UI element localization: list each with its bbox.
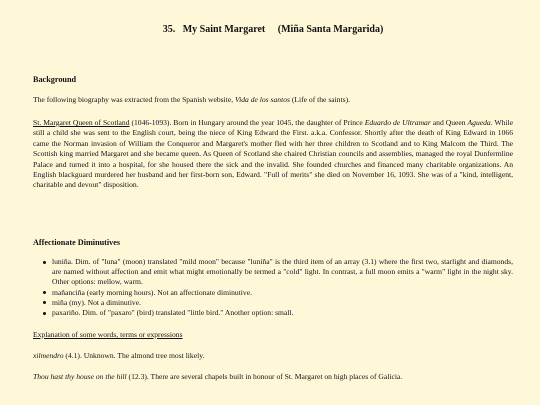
- explanation-term-2: [33, 372, 513, 382]
- term-definition: (12.3). There are several chapels built in honour of St. Margaret on high places of Galicia.: [126, 372, 403, 381]
- list-item: miña (my). Not a diminutive.: [52, 298, 513, 308]
- background-heading: Background: [33, 75, 77, 84]
- background-intro: [33, 95, 513, 105]
- diminutives-list: [33, 257, 513, 318]
- list-item: paxariño. Dim. of "paxaro" (bird) translated "little bird." Another option: small.: [52, 308, 513, 318]
- diminutives-heading: Affectionate Diminutives: [33, 238, 121, 247]
- biography-text-2: and Queen: [430, 118, 468, 127]
- term-word: xilmendro: [33, 351, 64, 360]
- explanation-term-1: [33, 351, 513, 361]
- queen-name: Agueda: [467, 118, 491, 127]
- explanation-heading: Explanation of some words, terms or expressions: [33, 330, 183, 339]
- website-name: Vida de los santos: [235, 95, 290, 104]
- term-word: Thou hast thy house on the hill: [33, 372, 127, 381]
- term-definition: (4.1). Unknown. The almond tree most likely.: [63, 351, 205, 360]
- intro-text-before: The following biography was extracted from the Spanish website,: [33, 95, 236, 104]
- prince-name: Eduardo de Ultramar: [364, 118, 431, 127]
- list-item: luniña. Dim. of "luna" (moon) translated "mild moon" because "luniña" is the third item of an array (3.1) where the first two, starlight and diamonds, are named without affection and emit what might emotionally be termed a "cold" light. In contrast, a full moon emits a "warm" light in the night sky. Other options: mellow, warm.: [52, 257, 513, 287]
- list-item: mañanciña (early morning hours). Not an affectionate diminutive.: [52, 288, 513, 298]
- intro-text-after: (Life of the saints).: [289, 95, 351, 104]
- biography-paragraph: [33, 118, 513, 191]
- biography-link[interactable]: St. Margaret Queen of Scotland: [33, 118, 130, 127]
- page-title: 35. My Saint Margaret (Miña Santa Margarida): [162, 24, 384, 35]
- biography-text-1: (1046-1093). Born in Hungary around the year 1045, the daughter of Prince: [129, 118, 365, 127]
- biography-text-3: . While still a child she was sent to the English court, being the niece of King Edward the First. a.k.a. Confessor. Shortly after the death of King Edward in 1066 came the Norman invasion of William the Conqueror and Margaret's mother fled with her three children to Scotland and to King Malcom the Third. The Scottish king married Margaret and she became queen. As Queen of Scotland she chaired Christian councils and assemblies, managed the royal Dunfermline Palace and turned it into a hospital, for she housed there the sick and the invalid. She founded churches and financed many charitable organizations. An English blackguard murdered her husband and her first-born son, Edward. "Full of merits" she died on November 16, 1093. She was of a "kind, intelligent, charitable and devout" disposition.: [33, 118, 514, 190]
